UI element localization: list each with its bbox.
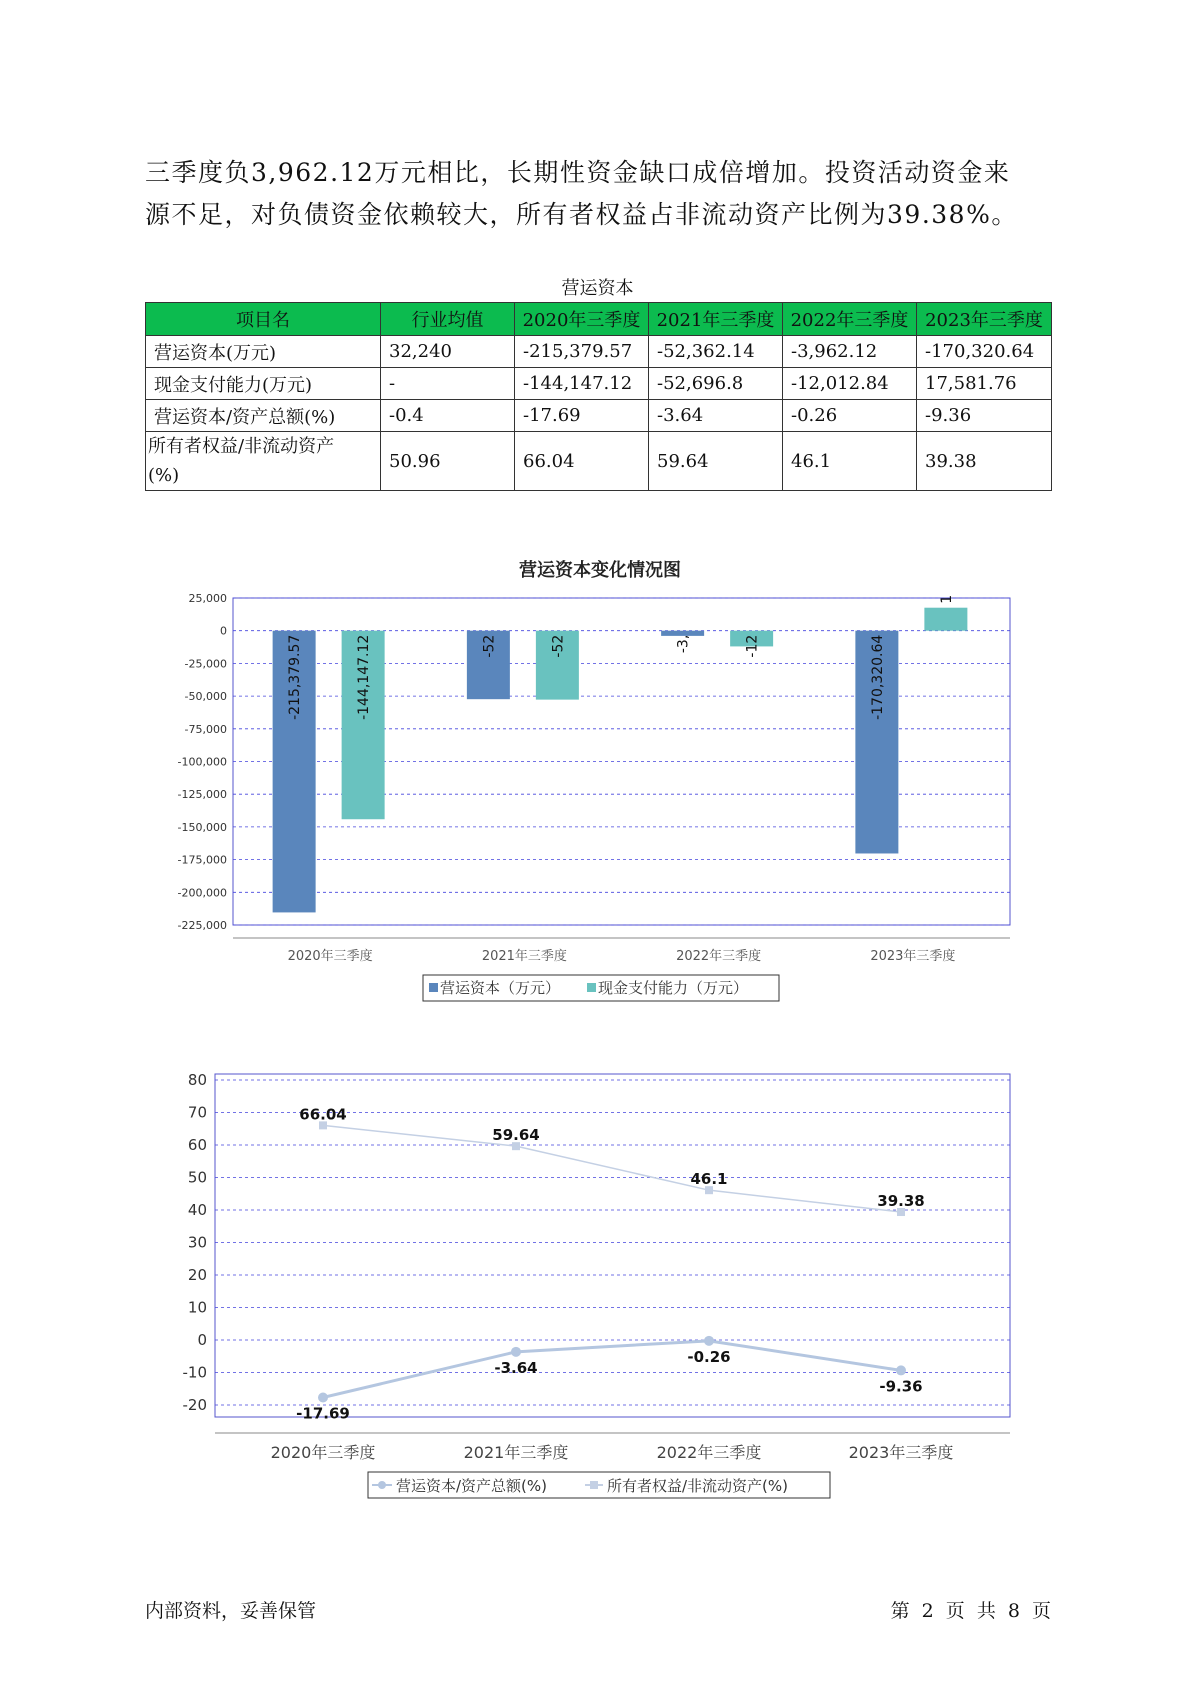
header-cell: 2020年三季度 xyxy=(515,303,649,336)
y-tick-label: 70 xyxy=(187,1103,207,1122)
data-label: -17.69 xyxy=(296,1404,350,1423)
table-cell: - xyxy=(381,368,515,400)
footer-page-number: 第 2 页 共 8 页 xyxy=(890,1600,1051,1622)
y-tick-label: 80 xyxy=(187,1071,207,1089)
header-cell: 项目名 xyxy=(146,303,381,336)
paragraph-line: 源不足，对负债资金依赖较大，所有者权益占非流动资产比例为39.38%。 xyxy=(145,200,1018,229)
chart-title: 营运资本变化情况图 xyxy=(519,560,681,581)
y-tick-label: -75,000 xyxy=(184,722,227,736)
table-cell: 32,240 xyxy=(381,336,515,368)
table-cell: -52,362.14 xyxy=(649,336,783,368)
table-cell: 59.64 xyxy=(649,432,783,491)
y-tick-label: -10 xyxy=(182,1363,207,1382)
legend-label: 营运资本（万元） xyxy=(440,979,561,997)
row-label-line: (%) xyxy=(148,465,180,486)
data-label: 66.04 xyxy=(299,1105,347,1124)
legend-label: 所有者权益/非流动资产(%) xyxy=(607,1477,789,1495)
table-cell: -9.36 xyxy=(917,400,1052,432)
table-cell: -170,320.64 xyxy=(917,336,1052,368)
y-tick-label: -200,000 xyxy=(177,886,227,900)
x-tick-label: 2023年三季度 xyxy=(848,1443,954,1462)
y-tick-label: 10 xyxy=(187,1298,207,1317)
y-tick-label: 60 xyxy=(187,1136,207,1154)
data-label: -0.26 xyxy=(687,1347,731,1366)
table-cell: -144,147.12 xyxy=(515,368,649,400)
table-cell: 50.96 xyxy=(381,432,515,491)
series-line xyxy=(323,1341,901,1398)
y-tick-label: 0 xyxy=(197,1331,207,1349)
y-tick-label: -25,000 xyxy=(184,657,227,671)
data-label: 1 xyxy=(938,594,955,604)
table-cell: 39.38 xyxy=(917,432,1052,491)
table-cell: -17.69 xyxy=(515,400,649,432)
x-tick-label: 2023年三季度 xyxy=(870,949,956,964)
y-tick-label: -50,000 xyxy=(184,690,227,704)
y-tick-label: -175,000 xyxy=(177,853,227,867)
data-label: -3, xyxy=(675,634,692,654)
table-cell: -52,696.8 xyxy=(649,368,783,400)
data-point xyxy=(704,1336,714,1346)
header-cell: 行业均值 xyxy=(381,303,515,336)
legend-swatch xyxy=(587,983,596,992)
y-tick-label: 0 xyxy=(220,624,227,638)
y-tick-label: 50 xyxy=(187,1168,207,1187)
data-label: 39.38 xyxy=(877,1192,925,1211)
y-tick-label: 20 xyxy=(187,1266,207,1284)
x-tick-label: 2020年三季度 xyxy=(287,949,373,964)
legend-marker xyxy=(378,1481,386,1489)
legend-label: 现金支付能力（万元） xyxy=(598,979,749,997)
x-tick-label: 2021年三季度 xyxy=(481,949,567,964)
data-point xyxy=(318,1392,328,1402)
data-label: -144,147.12 xyxy=(356,634,373,720)
data-label: -9.36 xyxy=(879,1377,923,1396)
x-tick-label: 2022年三季度 xyxy=(656,1443,762,1462)
x-tick-label: 2022年三季度 xyxy=(676,949,762,964)
table-cell: -0.4 xyxy=(381,400,515,432)
data-label: 46.1 xyxy=(690,1170,728,1189)
legend-label: 营运资本/资产总额(%) xyxy=(396,1477,548,1495)
series-line xyxy=(323,1125,901,1212)
data-label: -12 xyxy=(744,634,761,658)
data-label: -52 xyxy=(550,634,567,658)
table-cell: -12,012.84 xyxy=(783,368,917,400)
data-point xyxy=(896,1365,906,1375)
y-tick-label: -125,000 xyxy=(177,788,227,802)
y-tick-label: -225,000 xyxy=(177,919,227,932)
legend-marker xyxy=(590,1481,598,1489)
table-cell: -3.64 xyxy=(649,400,783,432)
y-tick-label: 30 xyxy=(187,1233,207,1252)
row-label: 营运资本(万元) xyxy=(146,336,381,368)
paragraph-line: 三季度负3,962.12万元相比，长期性资金缺口成倍增加。投资活动资金来 xyxy=(145,158,1011,187)
table-title: 营运资本 xyxy=(561,278,634,299)
data-label: -215,379.57 xyxy=(287,634,304,720)
y-tick-label: -100,000 xyxy=(177,755,227,769)
plot-frame xyxy=(215,1074,1010,1417)
legend-swatch xyxy=(429,983,438,992)
header-cell: 2022年三季度 xyxy=(783,303,917,336)
table-cell: 66.04 xyxy=(515,432,649,491)
table-cell: -215,379.57 xyxy=(515,336,649,368)
x-tick-label: 2020年三季度 xyxy=(270,1443,376,1462)
table-cell: 17,581.76 xyxy=(917,368,1052,400)
data-label: -3.64 xyxy=(494,1358,538,1377)
bar xyxy=(924,608,967,631)
row-label: 营运资本/资产总额(%) xyxy=(146,400,381,432)
table-cell: -3,962.12 xyxy=(783,336,917,368)
y-tick-label: 40 xyxy=(187,1201,207,1219)
header-cell: 2021年三季度 xyxy=(649,303,783,336)
footer-confidential: 内部资料，妥善保管 xyxy=(145,1600,317,1622)
y-tick-label: -20 xyxy=(182,1396,207,1414)
y-tick-label: -150,000 xyxy=(177,820,227,834)
y-tick-label: 25,000 xyxy=(188,592,227,605)
table-cell: 46.1 xyxy=(783,432,917,491)
x-tick-label: 2021年三季度 xyxy=(463,1443,569,1462)
data-label: -170,320.64 xyxy=(869,634,886,720)
row-label: 现金支付能力(万元) xyxy=(146,368,381,400)
header-cell: 2023年三季度 xyxy=(917,303,1052,336)
table-cell: -0.26 xyxy=(783,400,917,432)
row-label-line: 所有者权益/非流动资产 xyxy=(148,436,335,457)
data-point xyxy=(511,1347,521,1357)
data-label: 59.64 xyxy=(492,1126,540,1145)
data-label: -52 xyxy=(481,634,498,658)
